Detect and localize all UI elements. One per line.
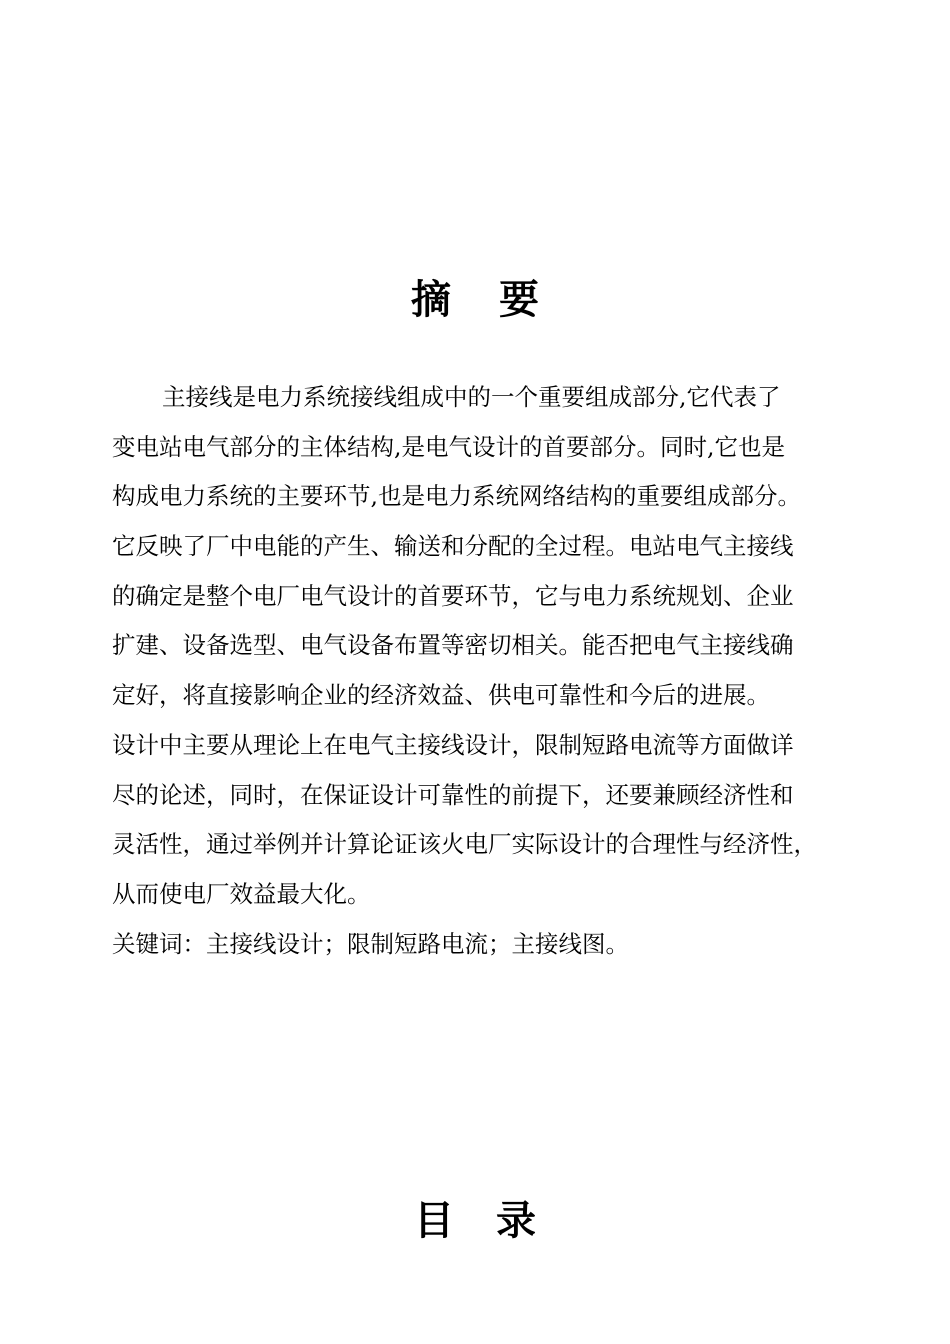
toc-heading [0,1196,950,1246]
toc-heading-char-2: 录 [496,1197,536,1244]
abstract-heading-char-1: 摘 [411,276,451,323]
abstract-line-1: 主接线是电力系统接线组成中的一个重要组成部分,它代表了 [162,383,781,411]
abstract-line-7: 定好，将直接影响企业的经济效益、供电可靠性和今后的进展。 [112,681,770,710]
abstract-line-11: 从而使电厂效益最大化。 [112,879,371,908]
abstract-heading-char-2: 要 [499,276,539,323]
abstract-line-5: 的确定是整个电厂电气设计的首要环节，它与电力系统规划、企业 [112,581,794,610]
abstract-heading [0,275,950,325]
abstract-line-9: 尽的论述，同时，在保证设计可靠性的前提下，还要兼顾经济性和 [112,780,794,809]
abstract-line-6: 扩建、设备选型、电气设备布置等密切相关。能否把电气主接线确 [112,631,794,660]
abstract-line-2: 变电站电气部分的主体结构,是电气设计的首要部分。同时,它也是 [112,432,785,461]
abstract-body [112,373,872,969]
keywords-line: 关键词：主接线设计；限制短路电流；主接线图。 [112,929,629,958]
abstract-line-10: 灵活性，通过举例并计算论证该火电厂实际设计的合理性与经济性， [112,830,817,859]
abstract-line-4: 它反映了厂中电能的产生、输送和分配的全过程。电站电气主接线 [112,532,794,561]
toc-heading-char-1: 目 [414,1197,454,1244]
abstract-line-8: 设计中主要从理论上在电气主接线设计，限制短路电流等方面做详 [112,730,794,759]
abstract-line-3: 构成电力系统的主要环节,也是电力系统网络结构的重要组成部分。 [112,482,801,511]
